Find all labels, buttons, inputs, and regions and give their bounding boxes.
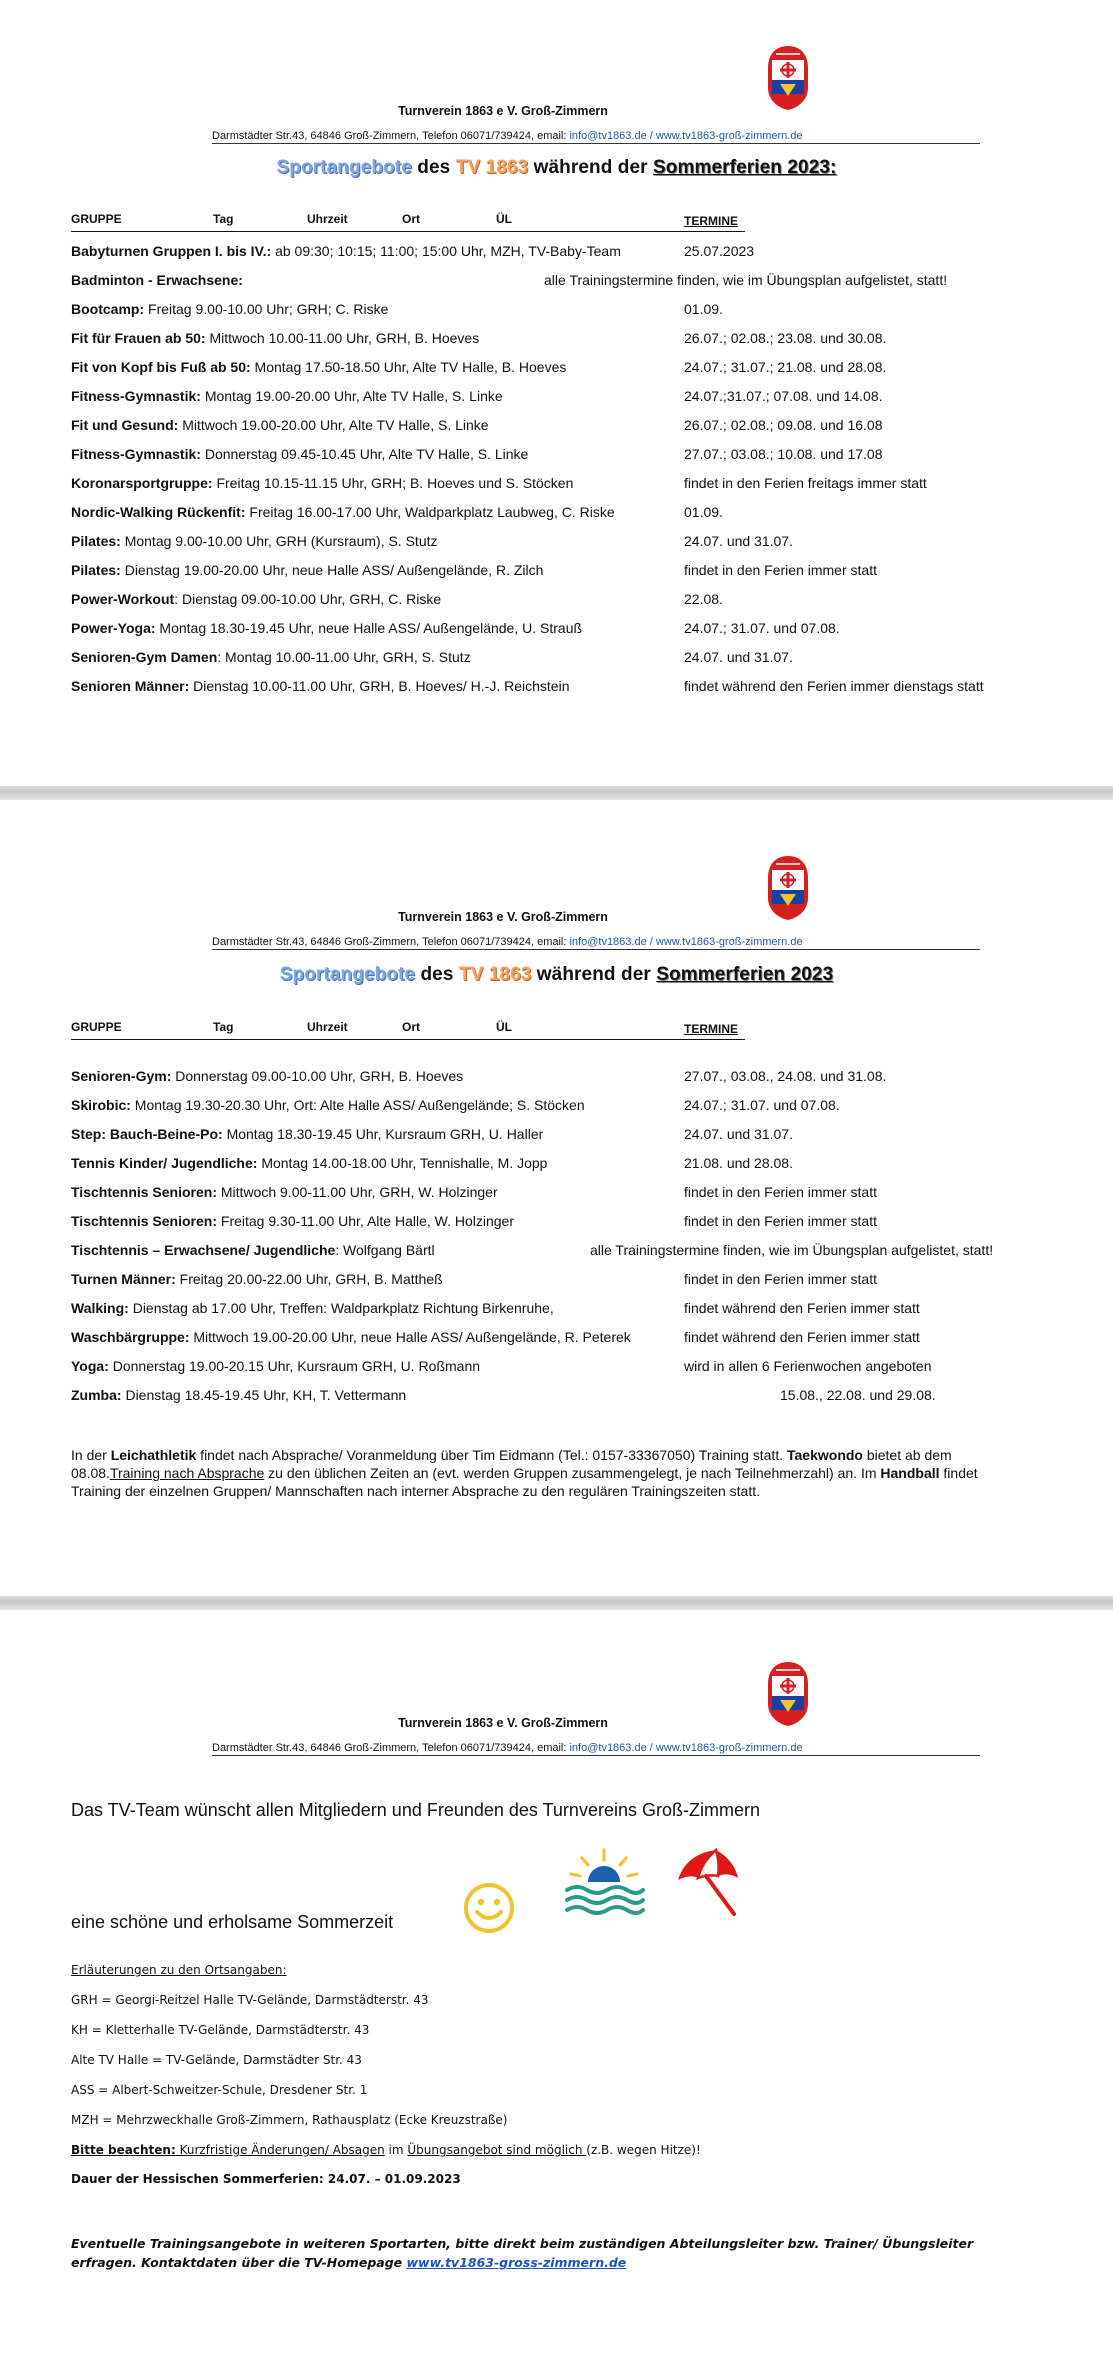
- activity-name: Pilates:: [71, 533, 121, 549]
- activity-name: Step: Bauch-Beine-Po:: [71, 1126, 223, 1142]
- activity-dates: findet in den Ferien immer statt: [684, 1271, 877, 1287]
- activity-detail: : Dienstag 09.00-10.00 Uhr, GRH, C. Riske: [174, 591, 442, 607]
- address-line: [212, 1742, 980, 1756]
- list-item: [71, 475, 573, 491]
- address-text: Darmstädter Str.43, 64846 Groß-Zimmern, Telefon 06071/739424, email:: [212, 1742, 570, 1754]
- list-item: [71, 301, 388, 317]
- activity-dates: 24.07.; 31.07. und 07.08.: [684, 620, 840, 636]
- holiday-duration: Dauer der Hessischen Sommerferien: 24.07. – 01.09.2023: [71, 2172, 461, 2186]
- col-tag: Tag: [213, 212, 234, 226]
- activity-detail: Dienstag 10.00-11.00 Uhr, GRH, B. Hoeves/ H.-J. Reichstein: [189, 678, 570, 694]
- email-web-link[interactable]: info@tv1863.de / www.tv1863-groß-zimmern.de: [569, 130, 803, 142]
- activity-detail: Mittwoch 9.00-11.00 Uhr, GRH, W. Holzinger: [217, 1184, 498, 1200]
- activity-dates: findet während den Ferien immer dienstags statt: [684, 678, 984, 694]
- address-line: [212, 130, 980, 144]
- title-waehrend: während der: [528, 157, 654, 178]
- activity-detail: Dienstag ab 17.00 Uhr, Treffen: Waldparkplatz Richtung Birkenruhe,: [128, 1300, 554, 1316]
- activity-dates: 22.08.: [684, 591, 723, 607]
- col-ul: ÜL: [496, 212, 512, 226]
- sunset-waves-icon: [563, 1846, 645, 1916]
- col-ul: ÜL: [496, 1020, 512, 1034]
- list-item: [71, 562, 543, 578]
- activity-detail: Montag 17.50-18.50 Uhr, Alte TV Halle, B. Hoeves: [250, 359, 567, 375]
- table-header: [71, 212, 745, 232]
- activity-name: Badminton - Erwachsene:: [71, 272, 243, 288]
- col-tag: Tag: [213, 1020, 234, 1034]
- list-item: [71, 649, 471, 665]
- handball-label: Handball: [880, 1465, 940, 1481]
- activity-detail: Donnerstag 09.00-10.00 Uhr, GRH, B. Hoeves: [171, 1068, 464, 1084]
- list-item: [71, 1242, 435, 1258]
- activity-detail: ab 09:30; 10:15; 11:00; 15:00 Uhr, MZH, TV-Baby-Team: [271, 243, 621, 259]
- beach-umbrella-icon: [672, 1846, 744, 1918]
- activity-dates: 01.09.: [684, 504, 723, 520]
- smiley-icon: [463, 1882, 515, 1934]
- activity-name: Senioren-Gym Damen: [71, 649, 218, 665]
- activity-detail: Freitag 10.15-11.15 Uhr, GRH; B. Hoeves und S. Stöcken: [212, 475, 574, 491]
- list-item: [71, 533, 438, 549]
- activity-dates: 27.07.; 03.08.; 10.08. und 17.08: [684, 446, 883, 462]
- list-item: [71, 272, 243, 288]
- title-tv1863: TV 1863: [458, 964, 532, 985]
- activity-dates: alle Trainingstermine finden, wie im Übungsplan aufgelistet, statt!: [544, 272, 948, 288]
- activity-name: Tischtennis – Erwachsene/ Jugendliche: [71, 1242, 336, 1258]
- activity-name: Bootcamp:: [71, 301, 145, 317]
- page-1: [0, 0, 1113, 786]
- list-item: [71, 678, 570, 694]
- activity-name: Senioren-Gym:: [71, 1068, 172, 1084]
- activity-name: Zumba:: [71, 1387, 122, 1403]
- title-des: des: [411, 157, 456, 178]
- list-item: [71, 417, 489, 433]
- activity-detail: Montag 19.30-20.30 Uhr, Ort: Alte Halle ASS/ Außengelände; S. Stöcken: [130, 1097, 585, 1113]
- list-item: [71, 1271, 443, 1287]
- page-2: [0, 800, 1113, 1596]
- activity-dates: findet in den Ferien immer statt: [684, 562, 877, 578]
- address-text: Darmstädter Str.43, 64846 Groß-Zimmern, Telefon 06071/739424, email:: [212, 130, 570, 142]
- page-separator: [0, 1596, 1113, 1610]
- title-sommerferien: Sommerferien 2023: [656, 964, 834, 985]
- activity-detail: Dienstag 18.45-19.45 Uhr, KH, T. Vettermann: [121, 1387, 407, 1403]
- greeting-line-2: eine schöne und erholsame Sommerzeit: [71, 1912, 394, 1932]
- activity-dates: 24.07. und 31.07.: [684, 533, 793, 549]
- list-item: [71, 446, 528, 462]
- list-item: [71, 1097, 585, 1113]
- activity-dates: wird in allen 6 Ferienwochen angeboten: [684, 1358, 932, 1374]
- activity-name: Fit und Gesund:: [71, 417, 179, 433]
- page-separator: [0, 786, 1113, 800]
- activity-dates: 24.07. und 31.07.: [684, 649, 793, 665]
- activity-name: Senioren Männer:: [71, 678, 190, 694]
- activity-detail: Mittwoch 19.00-20.00 Uhr, neue Halle ASS/ Außengelände, R. Peterek: [189, 1329, 631, 1345]
- notice-line: Bitte beachten: Kurzfristige Änderungen/ Absagen im Übungsangebot sind möglich (z.B. wegen Hitze)!: [71, 2143, 701, 2157]
- activity-name: Babyturnen Gruppen I. bis IV.:: [71, 243, 272, 259]
- table-header: [71, 1020, 745, 1040]
- col-ort: Ort: [402, 1020, 420, 1034]
- activity-dates: alle Trainingstermine finden, wie im Übungsplan aufgelistet, statt!: [590, 1242, 994, 1258]
- taekwondo-label: Taekwondo: [787, 1447, 863, 1463]
- legend-item: MZH = Mehrzweckhalle Groß-Zimmern, Rathausplatz (Ecke Kreuzstraße): [71, 2113, 508, 2127]
- activity-detail: Donnerstag 19.00-20.15 Uhr, Kursraum GRH, U. Roßmann: [108, 1358, 481, 1374]
- activity-detail: Montag 19.00-20.00 Uhr, Alte TV Halle, S. Linke: [200, 388, 503, 404]
- activity-dates: 15.08., 22.08. und 29.08.: [780, 1387, 936, 1403]
- activity-detail: Freitag 20.00-22.00 Uhr, GRH, B. Mattheß: [175, 1271, 443, 1287]
- col-termine: TERMINE: [684, 1022, 738, 1036]
- activity-name: Pilates:: [71, 562, 121, 578]
- col-gruppe: GRUPPE: [71, 1020, 122, 1034]
- club-name: Turnverein 1863 e V. Groß-Zimmern: [398, 1716, 608, 1730]
- activity-dates: findet in den Ferien freitags immer statt: [684, 475, 927, 491]
- list-item: [71, 330, 479, 346]
- activity-detail: Montag 9.00-10.00 Uhr, GRH (Kursraum), S. Stutz: [120, 533, 438, 549]
- activity-detail: Freitag 16.00-17.00 Uhr, Waldparkplatz Laubweg, C. Riske: [245, 504, 615, 520]
- list-item: [71, 388, 503, 404]
- activity-name: Koronarsportgruppe:: [71, 475, 213, 491]
- legend-title: Erläuterungen zu den Ortsangaben:: [71, 1963, 287, 1977]
- club-name: Turnverein 1863 e V. Groß-Zimmern: [398, 910, 608, 924]
- activity-dates: 01.09.: [684, 301, 723, 317]
- activity-dates: findet in den Ferien immer statt: [684, 1184, 877, 1200]
- notice-text: Kurzfristige Änderungen/ Absagen: [175, 2143, 385, 2157]
- list-item: [71, 1387, 406, 1403]
- activity-detail: Montag 18.30-19.45 Uhr, Kursraum GRH, U. Haller: [222, 1126, 544, 1142]
- training-nach-absprache: Training nach Absprache: [109, 1465, 265, 1481]
- footer-text: Eventuelle Trainingsangebote in weiteren Sportarten, bitte direkt beim zuständigen Abteilungsleiter bzw. Trainer/ Übungsleiter erfragen. Kontaktdaten über die TV-Homepage: [71, 2236, 974, 2270]
- address-line: [212, 936, 980, 950]
- activity-dates: 24.07.; 31.07.; 21.08. und 28.08.: [684, 359, 887, 375]
- notice-label: Bitte beachten:: [71, 2143, 176, 2157]
- activity-name: Nordic-Walking Rückenfit:: [71, 504, 246, 520]
- title-sommerferien: Sommerferien 2023:: [653, 157, 837, 178]
- greeting-line-1: Das TV-Team wünscht allen Mitgliedern und Freunden des Turnvereins Groß-Zimmern: [71, 1800, 760, 1820]
- legend-item: ASS = Albert-Schweitzer-Schule, Dresdener Str. 1: [71, 2083, 368, 2097]
- legend-item: KH = Kletterhalle TV-Gelände, Darmstädterstr. 43: [71, 2023, 370, 2037]
- title-waehrend: während der: [531, 964, 657, 985]
- col-ort: Ort: [402, 212, 420, 226]
- activity-name: Yoga:: [71, 1358, 109, 1374]
- list-item: [71, 504, 615, 520]
- activity-detail: : Montag 10.00-11.00 Uhr, GRH, S. Stutz: [217, 649, 471, 665]
- list-item: [71, 1213, 514, 1229]
- page-title: [0, 964, 1113, 986]
- activity-name: Waschbärgruppe:: [71, 1329, 190, 1345]
- col-gruppe: GRUPPE: [71, 212, 122, 226]
- title-sportangebote: Sportangebote: [279, 964, 416, 985]
- activity-name: Skirobic:: [71, 1097, 131, 1113]
- col-termine: TERMINE: [684, 214, 738, 228]
- activity-name: Power-Yoga:: [71, 620, 156, 636]
- activity-detail: Mittwoch 19.00-20.00 Uhr, Alte TV Halle, S. Linke: [178, 417, 489, 433]
- club-logo-icon: [766, 44, 810, 112]
- activity-name: Power-Workout: [71, 591, 175, 607]
- activity-detail: Montag 14.00-18.00 Uhr, Tennishalle, M. Jopp: [257, 1155, 548, 1171]
- activity-dates: findet während den Ferien immer statt: [684, 1300, 920, 1316]
- activity-name: Fitness-Gymnastik:: [71, 446, 201, 462]
- activity-detail: Montag 18.30-19.45 Uhr, neue Halle ASS/ Außengelände, U. Strauß: [155, 620, 583, 636]
- activity-detail: Freitag 9.00-10.00 Uhr; GRH; C. Riske: [144, 301, 389, 317]
- activity-dates: 27.07., 03.08., 24.08. und 31.08.: [684, 1068, 887, 1084]
- col-uhrzeit: Uhrzeit: [307, 212, 348, 226]
- legend-item: Alte TV Halle = TV-Gelände, Darmstädter Str. 43: [71, 2053, 362, 2067]
- email-web-link[interactable]: info@tv1863.de / www.tv1863-groß-zimmern.de: [569, 1742, 803, 1754]
- activity-name: Fit für Frauen ab 50:: [71, 330, 206, 346]
- activity-dates: findet in den Ferien immer statt: [684, 1213, 877, 1229]
- page-title: [0, 157, 1113, 179]
- activity-dates: 21.08. und 28.08.: [684, 1155, 793, 1171]
- title-sportangebote: Sportangebote: [276, 157, 412, 178]
- activity-dates: 24.07.; 31.07. und 07.08.: [684, 1097, 840, 1113]
- activity-dates: 26.07.; 02.08.; 09.08. und 16.08: [684, 417, 883, 433]
- activity-detail: Dienstag 19.00-20.00 Uhr, neue Halle ASS/ Außengelände, R. Zilch: [120, 562, 544, 578]
- activity-dates: 24.07. und 31.07.: [684, 1126, 793, 1142]
- activity-detail: Donnerstag 09.45-10.45 Uhr, Alte TV Halle, S. Linke: [200, 446, 529, 462]
- list-item: [71, 1155, 547, 1171]
- footer-note: [71, 2234, 1031, 2272]
- title-tv1863: TV 1863: [455, 157, 529, 178]
- activity-dates: 25.07.2023: [684, 243, 755, 259]
- list-item: [71, 1068, 463, 1084]
- address-text: Darmstädter Str.43, 64846 Groß-Zimmern, Telefon 06071/739424, email:: [212, 936, 570, 948]
- club-name: Turnverein 1863 e V. Groß-Zimmern: [398, 104, 608, 118]
- activity-name: Fitness-Gymnastik:: [71, 388, 201, 404]
- activity-name: Tischtennis Senioren:: [71, 1213, 217, 1229]
- leichtathletik-label: Leichathletik: [110, 1447, 197, 1463]
- list-item: [71, 1184, 498, 1200]
- notice-text-2: Übungsangebot sind möglich: [407, 2143, 587, 2157]
- activity-detail: Freitag 9.30-11.00 Uhr, Alte Halle, W. Holzinger: [217, 1213, 514, 1229]
- list-item: [71, 1329, 631, 1345]
- activity-detail: Mittwoch 10.00-11.00 Uhr, GRH, B. Hoeves: [205, 330, 480, 346]
- list-item: [71, 620, 582, 636]
- list-item: [71, 1126, 543, 1142]
- homepage-link[interactable]: www.tv1863-gross-zimmern.de: [406, 2255, 627, 2270]
- page-3: [0, 1610, 1113, 2372]
- legend-item: GRH = Georgi-Reitzel Halle TV-Gelände, Darmstädterstr. 43: [71, 1993, 429, 2007]
- activity-dates: 26.07.; 02.08.; 23.08. und 30.08.: [684, 330, 887, 346]
- list-item: [71, 359, 566, 375]
- title-des: des: [415, 964, 459, 985]
- activity-name: Tischtennis Senioren:: [71, 1184, 217, 1200]
- activity-name: Turnen Männer:: [71, 1271, 176, 1287]
- activity-detail: : Wolfgang Bärtl: [335, 1242, 435, 1258]
- activity-name: Tennis Kinder/ Jugendliche:: [71, 1155, 258, 1171]
- col-uhrzeit: Uhrzeit: [307, 1020, 348, 1034]
- activity-name: Walking:: [71, 1300, 129, 1316]
- email-web-link[interactable]: info@tv1863.de / www.tv1863-groß-zimmern.de: [569, 936, 803, 948]
- list-item: [71, 1300, 554, 1316]
- activity-dates: 24.07.;31.07.; 07.08. und 14.08.: [684, 388, 883, 404]
- additional-info-paragraph: In der Leichathletik findet nach Absprache/ Voranmeldung über Tim Eidmann (Tel.: 0157-33367050) Training statt. Taekwondo bietet ab dem 08.08.Training nach Absprache zu den üblichen Zeiten an (evt. werden Gruppen zusammengelegt, je nach Teilnehmerzahl) an. Im Handball findet Training der einzelnen Gruppen/ Mannschaften nach interner Absprache zu den regulären Trainingszeiten statt.: [71, 1447, 978, 1499]
- list-item: [71, 591, 441, 607]
- activity-name: Fit von Kopf bis Fuß ab 50:: [71, 359, 251, 375]
- list-item: [71, 243, 621, 259]
- activity-dates: findet während den Ferien immer statt: [684, 1329, 920, 1345]
- list-item: [71, 1358, 480, 1374]
